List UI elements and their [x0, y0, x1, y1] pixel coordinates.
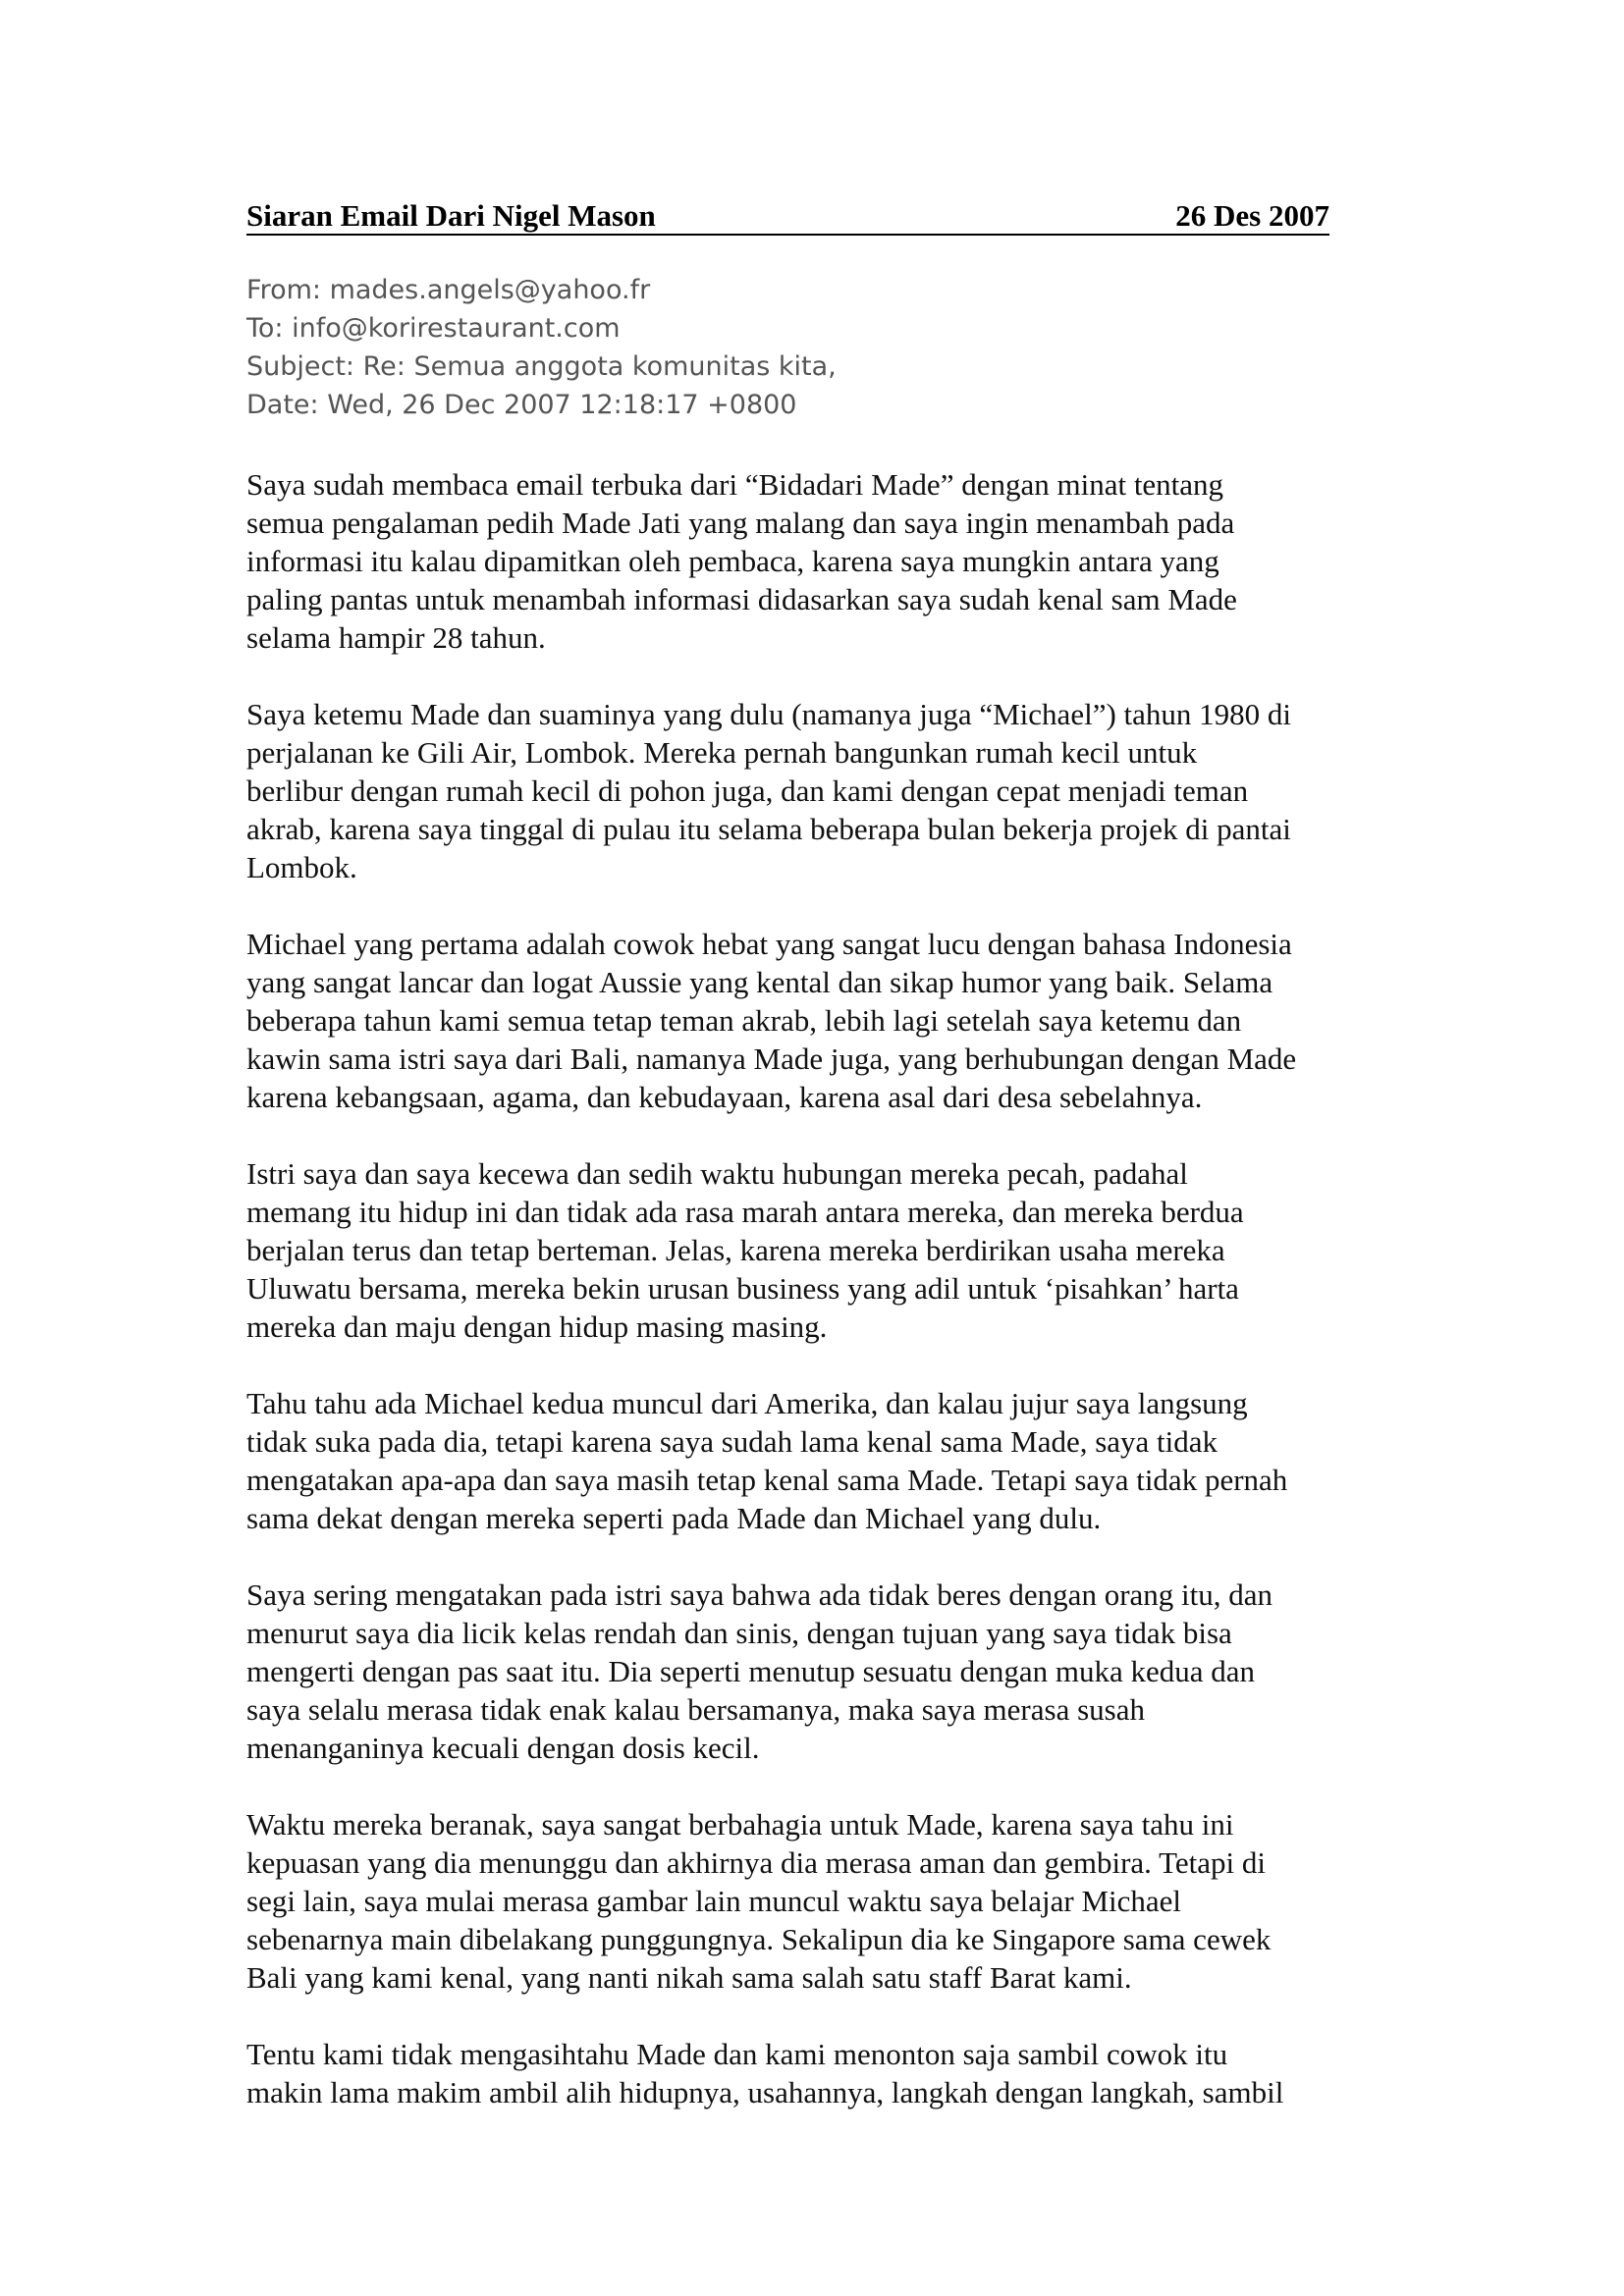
text-line: informasi itu kalau dipamitkan oleh pembaca, karena saya mungkin antara yang: [246, 544, 1219, 578]
text-line: kepuasan yang dia menunggu dan akhirnya dia merasa aman dan gembira. Tetapi di: [246, 1845, 1266, 1880]
text-line: mengerti dengan pas saat itu. Dia seperti menutup sesuatu dengan muka kedua dan: [246, 1654, 1255, 1688]
paragraph: [246, 465, 1385, 657]
text-line: mengatakan apa-apa dan saya masih tetap kenal sama Made. Tetapi saya tidak pernah: [246, 1463, 1288, 1497]
paragraph: [246, 925, 1385, 1116]
text-line: memang itu hidup ini dan tidak ada rasa marah antara mereka, dan mereka berdua: [246, 1195, 1244, 1229]
text-line: Saya ketemu Made dan suaminya yang dulu (namanya juga “Michael”) tahun 1980 di: [246, 697, 1292, 731]
email-subject: Subject: Re: Semua anggota komunitas kita,: [246, 351, 837, 382]
text-line: makin lama makim ambil alih hidupnya, usahannya, langkah dengan langkah, sambil: [246, 2075, 1284, 2109]
document-title: Siaran Email Dari Nigel Mason: [246, 198, 656, 233]
text-line: Bali yang kami kenal, yang nanti nikah sama salah satu staff Barat kami.: [246, 1960, 1132, 1995]
paragraph: [246, 2035, 1385, 2111]
text-line: berlibur dengan rumah kecil di pohon juga, dan kami dengan cepat menjadi teman: [246, 774, 1249, 808]
text-line: Saya sering mengatakan pada istri saya bahwa ada tidak beres dengan orang itu, dan: [246, 1577, 1273, 1612]
text-line: Lombok.: [246, 850, 357, 884]
text-line: saya selalu merasa tidak enak kalau bersamanya, maka saya merasa susah: [246, 1692, 1145, 1727]
text-line: mereka dan maju dengan hidup masing masing.: [246, 1309, 828, 1344]
text-line: akrab, karena saya tinggal di pulau itu selama beberapa bulan bekerja projek di pantai: [246, 812, 1291, 846]
paragraph: [246, 1805, 1385, 1997]
letter-body: [246, 465, 1385, 2150]
text-line: Tentu kami tidak mengasihtahu Made dan kami menonton saja sambil cowok itu: [246, 2037, 1228, 2071]
paragraph: [246, 1575, 1385, 1767]
text-line: Waktu mereka beranak, saya sangat berbahagia untuk Made, karena saya tahu ini: [246, 1807, 1234, 1842]
text-line: semua pengalaman pedih Made Jati yang malang dan saya ingin menambah pada: [246, 506, 1235, 540]
text-line: Michael yang pertama adalah cowok hebat yang sangat lucu dengan bahasa Indonesia: [246, 927, 1292, 961]
text-line: Uluwatu bersama, mereka bekin urusan business yang adil untuk ‘pisahkan’ harta: [246, 1271, 1239, 1306]
text-line: menanganinya kecuali dengan dosis kecil.: [246, 1731, 760, 1765]
text-line: tidak suka pada dia, tetapi karena saya sudah lama kenal sama Made, saya tidak: [246, 1424, 1218, 1459]
email-to: To: info@korirestaurant.com: [246, 313, 621, 344]
text-line: selama hampir 28 tahun.: [246, 620, 546, 655]
paragraph: [246, 695, 1385, 886]
text-line: menurut saya dia licik kelas rendah dan sinis, dengan tujuan yang saya tidak bisa: [246, 1616, 1232, 1650]
email-header: [246, 271, 1329, 424]
text-line: segi lain, saya mulai merasa gambar lain muncul waktu saya belajar Michael: [246, 1884, 1182, 1918]
paragraph: [246, 1154, 1385, 1346]
text-line: karena kebangsaan, agama, dan kebudayaan, karena asal dari desa sebelahnya.: [246, 1080, 1203, 1114]
document-date: 26 Des 2007: [1175, 198, 1329, 233]
text-line: berjalan terus dan tetap berteman. Jelas, karena mereka berdirikan usaha mereka: [246, 1233, 1225, 1267]
text-line: Istri saya dan saya kecewa dan sedih waktu hubungan mereka pecah, padahal: [246, 1156, 1188, 1191]
text-line: Tahu tahu ada Michael kedua muncul dari Amerika, dan kalau jujur saya langsung: [246, 1386, 1248, 1420]
text-line: sama dekat dengan mereka seperti pada Made dan Michael yang dulu.: [246, 1501, 1102, 1535]
text-line: sebenarnya main dibelakang punggungnya. Sekalipun dia ke Singapore sama cewek: [246, 1922, 1272, 1956]
text-line: Saya sudah membaca email terbuka dari “Bidadari Made” dengan minat tentang: [246, 467, 1224, 502]
text-line: perjalanan ke Gili Air, Lombok. Mereka pernah bangunkan rumah kecil untuk: [246, 735, 1198, 770]
text-line: kawin sama istri saya dari Bali, namanya Made juga, yang berhubungan dengan Made: [246, 1041, 1297, 1076]
email-date: Date: Wed, 26 Dec 2007 12:18:17 +0800: [246, 390, 797, 420]
text-line: beberapa tahun kami semua tetap teman akrab, lebih lagi setelah saya ketemu dan: [246, 1003, 1242, 1038]
document-heading: [246, 196, 1329, 236]
text-line: paling pantas untuk menambah informasi didasarkan saya sudah kenal sam Made: [246, 582, 1237, 616]
text-line: yang sangat lancar dan logat Aussie yang kental dan sikap humor yang baik. Selama: [246, 965, 1273, 999]
email-from: From: mades.angels@yahoo.fr: [246, 275, 651, 305]
paragraph: [246, 1384, 1385, 1537]
